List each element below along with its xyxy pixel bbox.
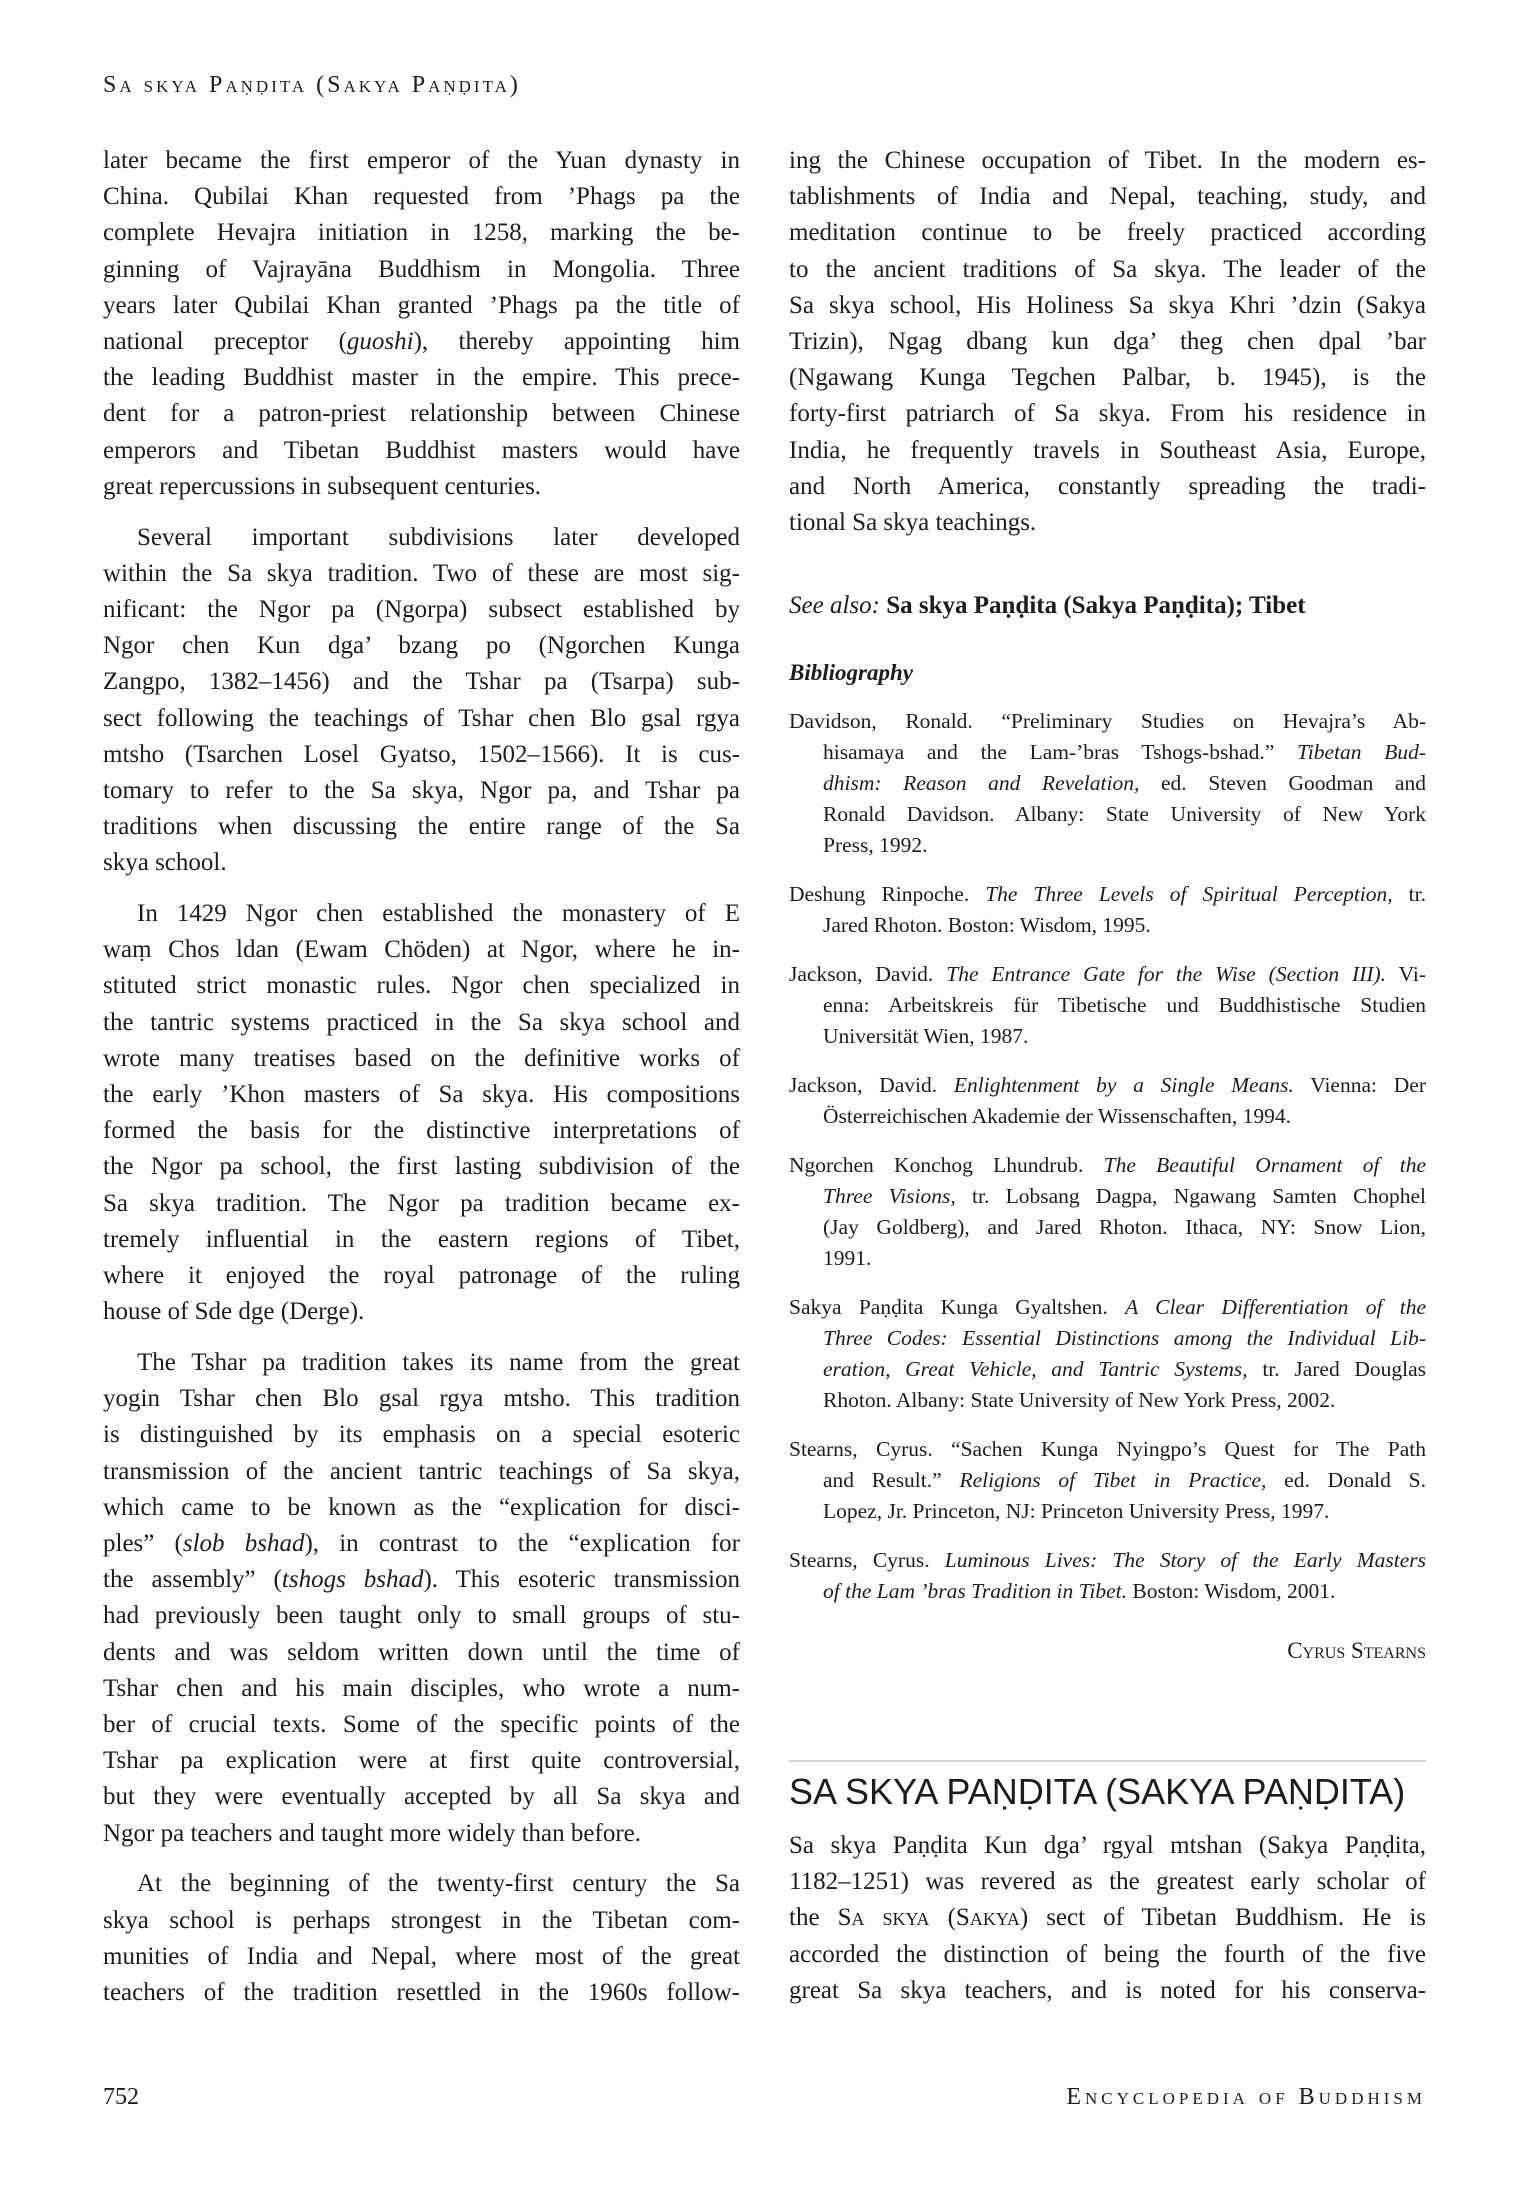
text-line: mtsho (Tsarchen Losel Gyatso, 1502–1566). It is cus-	[103, 740, 740, 768]
italic-text: eration, Great Vehicle, and Tantric Systems,	[823, 1357, 1248, 1381]
text-line: The Tshar pa tradition takes its name from the great	[137, 1349, 740, 1376]
text-line: tional Sa skya teachings.	[789, 509, 1037, 537]
text-line	[789, 1900, 1426, 1936]
paragraph	[103, 1866, 740, 2011]
text-line: Sa skya tradition. The Ngor pa tradition became ex-	[103, 1189, 740, 1217]
text-line: Universität Wien, 1987.	[823, 1024, 1029, 1048]
text-segment: hisamaya and the Lam-’bras Tshogs-bshad.”	[823, 740, 1297, 764]
text-line: 1991.	[823, 1246, 872, 1270]
text-line: (Ngawang Kunga Tegchen Palbar, b. 1945), is the	[789, 364, 1426, 392]
text-segment: sect of Tibetan Buddhism. He is	[1028, 1904, 1426, 1932]
text-segment: tr. Jared Douglas	[1247, 1357, 1427, 1381]
text-line: Lopez, Jr. Princeton, NJ: Princeton University Press, 1997.	[823, 1499, 1330, 1523]
bibliography-heading: Bibliography	[789, 660, 913, 685]
text-segment: Stearns, Cyrus.	[789, 1548, 945, 1572]
bibliography-entry	[789, 1070, 1426, 1132]
text-line: Tshar chen and his main disciples, who wrote a num-	[103, 1674, 740, 1702]
text-line: munities of India and Nepal, where most of the great	[103, 1942, 740, 1970]
italic-text: The Entrance Gate for the Wise (Section III).	[946, 962, 1387, 986]
bibliography-entry	[789, 1434, 1426, 1527]
text-line: emperors and Tibetan Buddhist masters would have	[103, 436, 740, 464]
text-line: the Ngor pa school, the first lasting subdivision of the	[103, 1153, 740, 1181]
left-column	[103, 143, 740, 2026]
italic-text: Luminous Lives: The Story of the Early Masters	[944, 1548, 1426, 1572]
italic-text: Tibetan Bud-	[1296, 740, 1426, 764]
paragraph	[103, 1345, 740, 1852]
text-line	[789, 1150, 1426, 1181]
text-segment: ples” (	[103, 1530, 183, 1558]
paragraph	[103, 896, 740, 1330]
text-line	[789, 879, 1426, 910]
entry-title: SA SKYA PAṆḌITA (SAKYA PAṆḌITA)	[789, 1771, 1406, 1812]
text-segment: Boston: Wisdom, 2001.	[1127, 1579, 1336, 1603]
bibliography-entry	[789, 879, 1426, 941]
running-head: Sa skya Paṇḍita (Sakya Paṇḍita)	[103, 72, 521, 98]
text-line: yogin Tshar chen Blo gsal rgya mtsho. This tradition	[103, 1385, 740, 1413]
text-line: Österreichischen Akademie der Wissenschaften, 1994.	[823, 1104, 1292, 1128]
text-segment: the assembly” (	[103, 1566, 282, 1594]
text-line	[789, 1070, 1426, 1101]
footer-title: Encyclopedia of Buddhism	[1066, 2084, 1426, 2110]
text-line	[103, 1526, 740, 1562]
small-caps-text: Sa skya (Sakya)	[837, 1904, 1029, 1932]
text-line	[789, 959, 1426, 990]
text-line: Trizin), Ngag dbang kun dga’ theg chen dpal ’bar	[789, 328, 1426, 356]
text-line	[103, 324, 740, 360]
text-line	[789, 1323, 1426, 1354]
italic-text: Three Visions,	[823, 1184, 956, 1208]
text-line: wrote many treatises based on the definitive works of	[103, 1044, 740, 1072]
text-line: 1182–1251) was revered as the greatest early scholar of	[789, 1868, 1426, 1896]
new-entry-body	[789, 1828, 1426, 2024]
text-segment: Vi-	[1386, 962, 1426, 986]
text-segment: national preceptor (	[103, 328, 347, 356]
text-line: nificant: the Ngor pa (Ngorpa) subsect established by	[103, 595, 740, 623]
text-line: had previously been taught only to small groups of stu-	[103, 1602, 740, 1630]
text-line: teachers of the tradition resettled in the 1960s follow-	[103, 1978, 740, 2006]
text-line: Ngor chen Kun dga’ bzang po (Ngorchen Kunga	[103, 632, 740, 660]
text-line: forty-first patriarch of Sa skya. From his residence in	[789, 400, 1426, 428]
text-line: tablishments of India and Nepal, teaching, study, and	[789, 183, 1426, 211]
text-line: tremely influential in the eastern regions of Tibet,	[103, 1225, 740, 1253]
italic-text: guoshi	[346, 328, 414, 356]
text-line: Zangpo, 1382–1456) and the Tshar pa (Tsarpa) sub-	[103, 668, 740, 696]
text-line: India, he frequently travels in Southeast Asia, Europe,	[789, 436, 1426, 464]
bibliography-entry	[789, 1545, 1426, 1607]
paragraph	[103, 143, 740, 505]
text-line	[103, 1562, 740, 1598]
italic-text: Enlightenment by a Single Means.	[953, 1073, 1294, 1097]
text-line	[789, 1292, 1426, 1323]
text-line: Rhoton. Albany: State University of New York Press, 2002.	[823, 1388, 1336, 1412]
text-line: stituted strict monastic rules. Ngor chen specialized in	[103, 972, 740, 1000]
text-line	[789, 1354, 1426, 1385]
text-line: dent for a patron-priest relationship between Chinese	[103, 400, 740, 428]
text-line: meditation continue to be freely practiced according	[789, 219, 1426, 247]
text-line: ing the Chinese occupation of Tibet. In the modern es-	[789, 147, 1426, 174]
text-segment: ed. Steven Goodman and	[1139, 771, 1426, 795]
text-line: Sa skya Paṇḍita Kun dga’ rgyal mtshan (Sakya Paṇḍita,	[789, 1832, 1426, 1859]
text-line: transmission of the ancient tantric teachings of Sa skya,	[103, 1457, 740, 1485]
text-line: house of Sde dge (Derge).	[103, 1298, 365, 1326]
text-line: In 1429 Ngor chen established the monastery of E	[137, 900, 740, 928]
text-line: skya school.	[103, 849, 227, 877]
text-line: Several important subdivisions later developed	[137, 523, 740, 551]
text-line: ginning of Vajrayāna Buddhism in Mongolia. Three	[103, 255, 740, 283]
bibliography-entry	[789, 1150, 1426, 1274]
text-line: traditions when discussing the entire range of the Sa	[103, 813, 740, 841]
text-segment: Ngorchen Konchog Lhundrub.	[789, 1153, 1104, 1177]
italic-text: slob bshad	[182, 1530, 305, 1558]
italic-text: The Three Levels of Spiritual Perception,	[985, 882, 1393, 906]
text-line: Ronald Davidson. Albany: State University of New York	[823, 802, 1426, 826]
text-line: skya school is perhaps strongest in the Tibetan com-	[103, 1906, 740, 1934]
article-author: Cyrus Stearns	[1287, 1638, 1426, 1663]
text-segment: Jackson, David.	[789, 1073, 954, 1097]
text-line: the early ’Khon masters of Sa skya. His compositions	[103, 1081, 740, 1109]
text-line: dents and was seldom written down until the time of	[103, 1638, 740, 1666]
text-line	[789, 768, 1426, 799]
text-line	[789, 1181, 1426, 1212]
italic-text: The Beautiful Ornament of the	[1103, 1153, 1426, 1177]
bibliography-entry	[789, 959, 1426, 1052]
text-line	[789, 1465, 1426, 1496]
italic-text: tshogs bshad	[281, 1566, 424, 1594]
bibliography-entry	[789, 706, 1426, 861]
see-also	[789, 588, 1306, 624]
text-line: Ngor pa teachers and taught more widely than before.	[103, 1819, 641, 1847]
text-line: but they were eventually accepted by all Sa skya and	[103, 1783, 740, 1811]
text-line: later became the first emperor of the Yuan dynasty in	[103, 147, 740, 174]
text-line: formed the basis for the distinctive interpretations of	[103, 1117, 740, 1145]
text-line: and North America, constantly spreading the tradi-	[789, 472, 1426, 500]
italic-text: dhism: Reason and Revelation,	[823, 771, 1140, 795]
text-line: Stearns, Cyrus. “Sachen Kunga Nyingpo’s Quest for The Path	[789, 1437, 1426, 1461]
text-segment: and Result.”	[823, 1468, 960, 1492]
right-column-continuation	[789, 143, 1426, 556]
text-line: At the beginning of the twenty-first century the Sa	[137, 1870, 740, 1898]
text-segment: tr. Lobsang Dagpa, Ngawang Samten Chophel	[955, 1184, 1426, 1208]
text-line: complete Hevajra initiation in 1258, marking the be-	[103, 219, 740, 247]
text-segment: Vienna: Der	[1293, 1073, 1426, 1097]
text-line: tomary to refer to the Sa skya, Ngor pa, and Tshar pa	[103, 776, 740, 804]
text-line: waṃ Chos ldan (Ewam Chöden) at Ngor, where he in-	[103, 936, 740, 964]
text-line: years later Qubilai Khan granted ’Phags pa the title of	[103, 291, 740, 319]
text-segment: ), in contrast to the “explication for	[304, 1530, 741, 1558]
entry-divider	[789, 1760, 1426, 1762]
text-line: great repercussions in subsequent centuries.	[103, 472, 542, 500]
italic-text: of the Lam ’bras Tradition in Tibet.	[823, 1579, 1128, 1603]
text-segment: tr.	[1392, 882, 1426, 906]
text-line: Sa skya school, His Holiness Sa skya Khri ’dzin (Sakya	[789, 291, 1426, 319]
text-segment: ), thereby appointing him	[413, 328, 740, 356]
text-line: accorded the distinction of being the fourth of the five	[789, 1940, 1426, 1968]
see-also-label: See also:	[789, 592, 880, 619]
text-line: the leading Buddhist master in the empire. This prece-	[103, 364, 740, 392]
bibliography-list	[789, 706, 1426, 1625]
text-line: Press, 1992.	[823, 833, 928, 857]
text-segment: Sakya Paṇḍita Kunga Gyaltshen.	[789, 1295, 1126, 1319]
text-line	[789, 737, 1426, 768]
text-segment: ed. Donald S.	[1266, 1468, 1427, 1492]
see-also-links: Sa skya Paṇḍita (Sakya Paṇḍita); Tibet	[886, 592, 1306, 619]
text-line: which came to be known as the “explication for disci-	[103, 1493, 740, 1521]
text-line: China. Qubilai Khan requested from ’Phags pa the	[103, 183, 740, 211]
text-line	[789, 1576, 1426, 1607]
text-line: enna: Arbeitskreis für Tibetische und Buddhistische Studien	[823, 993, 1426, 1017]
text-line	[789, 1545, 1426, 1576]
text-line: the tantric systems practiced in the Sa skya school and	[103, 1008, 740, 1036]
text-line: Davidson, Ronald. “Preliminary Studies on Hevajra’s Ab-	[789, 709, 1426, 733]
bibliography-entry	[789, 1292, 1426, 1416]
page-number: 752	[103, 2084, 139, 2110]
paragraph	[789, 1828, 1426, 2009]
text-line: is distinguished by its emphasis on a special esoteric	[103, 1421, 740, 1449]
text-segment: Jackson, David.	[789, 962, 947, 986]
text-line: great Sa skya teachers, and is noted for his conserva-	[789, 1976, 1426, 2004]
text-line: within the Sa skya tradition. Two of these are most sig-	[103, 559, 740, 587]
text-segment: ). This esoteric transmission	[423, 1566, 740, 1594]
text-line: (Jay Goldberg), and Jared Rhoton. Ithaca, NY: Snow Lion,	[823, 1215, 1426, 1239]
text-line: where it enjoyed the royal patronage of the ruling	[103, 1262, 740, 1290]
text-segment: Deshung Rinpoche.	[789, 882, 986, 906]
text-line: Tshar pa explication were at first quite controversial,	[103, 1747, 740, 1775]
paragraph	[789, 143, 1426, 541]
paragraph	[103, 520, 740, 882]
text-line: Jared Rhoton. Boston: Wisdom, 1995.	[823, 913, 1151, 937]
text-segment: the	[789, 1904, 838, 1932]
text-line: sect following the teachings of Tshar chen Blo gsal rgya	[103, 704, 740, 732]
italic-text: Three Codes: Essential Distinctions among the Individual Lib-	[823, 1326, 1426, 1350]
italic-text: Religions of Tibet in Practice,	[959, 1468, 1267, 1492]
text-line: ber of crucial texts. Some of the specific points of the	[103, 1711, 740, 1739]
text-line: to the ancient traditions of Sa skya. The leader of the	[789, 255, 1426, 283]
italic-text: A Clear Differentiation of the	[1125, 1295, 1427, 1319]
